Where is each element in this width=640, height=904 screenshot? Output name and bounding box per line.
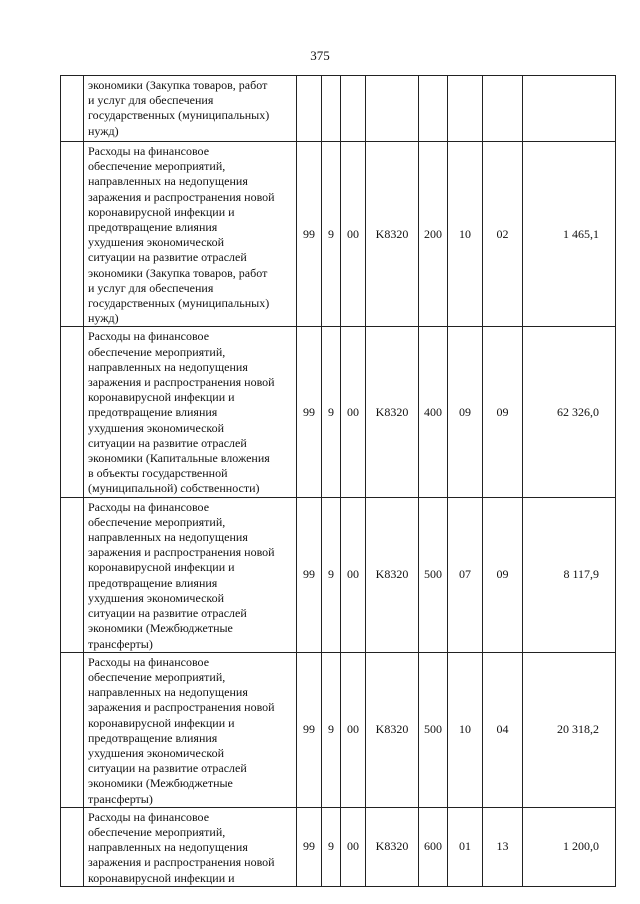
- code-part-3-cell: [341, 76, 366, 142]
- code-part-3-cell: 00: [341, 497, 366, 652]
- code-part-1-cell: 99: [297, 652, 322, 807]
- code-part-1-cell: 99: [297, 327, 322, 497]
- code-part-4-cell: K8320: [366, 497, 419, 652]
- table-row: [61, 807, 616, 886]
- expense-type-cell: 200: [419, 142, 448, 327]
- code-part-3-cell: 00: [341, 807, 366, 886]
- expense-type-cell: 500: [419, 497, 448, 652]
- page-number: 375: [310, 48, 330, 63]
- expense-type-cell: 500: [419, 652, 448, 807]
- amount-cell: 8 117,9: [523, 497, 616, 652]
- section-cell: 09: [448, 327, 483, 497]
- subsection-cell: 09: [483, 327, 523, 497]
- table-row: [61, 142, 616, 327]
- description-cell: экономики (Закупка товаров, работ и услуг для обеспечения государственных (муниципальных) нужд): [84, 76, 297, 142]
- budget-table: [60, 75, 616, 887]
- code-part-2-cell: 9: [322, 652, 341, 807]
- code-part-4-cell: K8320: [366, 652, 419, 807]
- code-part-2-cell: 9: [322, 497, 341, 652]
- code-part-3-cell: 00: [341, 327, 366, 497]
- description-cell: Расходы на финансовое обеспечение мероприятий, направленных на недопущения заражения и распространения новой коронавирусной инфекции и предотвращение влияния ухудшения экономической ситуации на развитие отраслей экономики (Капитальные вложения в объекты государственной (муниципальной) собственности): [84, 327, 297, 497]
- code-part-4-cell: K8320: [366, 807, 419, 886]
- table-row: [61, 327, 616, 497]
- code-part-2-cell: 9: [322, 807, 341, 886]
- amount-cell: 62 326,0: [523, 327, 616, 497]
- section-cell: [448, 76, 483, 142]
- subsection-cell: [483, 76, 523, 142]
- code-part-4-cell: [366, 76, 419, 142]
- blank-cell: [61, 327, 84, 497]
- blank-cell: [61, 142, 84, 327]
- table-row: [61, 497, 616, 652]
- blank-cell: [61, 497, 84, 652]
- amount-cell: 1 200,0: [523, 807, 616, 886]
- code-part-2-cell: [322, 76, 341, 142]
- amount-cell: [523, 76, 616, 142]
- table-row: [61, 652, 616, 807]
- amount-cell: 20 318,2: [523, 652, 616, 807]
- code-part-4-cell: K8320: [366, 142, 419, 327]
- section-cell: 10: [448, 142, 483, 327]
- table-row: [61, 76, 616, 142]
- code-part-2-cell: 9: [322, 142, 341, 327]
- code-part-3-cell: 00: [341, 652, 366, 807]
- blank-cell: [61, 652, 84, 807]
- section-cell: 07: [448, 497, 483, 652]
- expense-type-cell: 600: [419, 807, 448, 886]
- code-part-2-cell: 9: [322, 327, 341, 497]
- subsection-cell: 02: [483, 142, 523, 327]
- subsection-cell: 13: [483, 807, 523, 886]
- blank-cell: [61, 807, 84, 886]
- blank-cell: [61, 76, 84, 142]
- code-part-3-cell: 00: [341, 142, 366, 327]
- code-part-1-cell: 99: [297, 807, 322, 886]
- code-part-1-cell: [297, 76, 322, 142]
- code-part-1-cell: 99: [297, 142, 322, 327]
- subsection-cell: 09: [483, 497, 523, 652]
- code-part-4-cell: K8320: [366, 327, 419, 497]
- expense-type-cell: 400: [419, 327, 448, 497]
- description-cell: Расходы на финансовое обеспечение мероприятий, направленных на недопущения заражения и распространения новой коронавирусной инфекции и: [84, 807, 297, 886]
- description-cell: Расходы на финансовое обеспечение мероприятий, направленных на недопущения заражения и распространения новой коронавирусной инфекции и предотвращение влияния ухудшения экономической ситуации на развитие отраслей экономики (Межбюджетные трансферты): [84, 652, 297, 807]
- section-cell: 01: [448, 807, 483, 886]
- description-cell: Расходы на финансовое обеспечение мероприятий, направленных на недопущения заражения и распространения новой коронавирусной инфекции и предотвращение влияния ухудшения экономической ситуации на развитие отраслей экономики (Межбюджетные трансферты): [84, 497, 297, 652]
- amount-cell: 1 465,1: [523, 142, 616, 327]
- subsection-cell: 04: [483, 652, 523, 807]
- code-part-1-cell: 99: [297, 497, 322, 652]
- description-cell: Расходы на финансовое обеспечение мероприятий, направленных на недопущения заражения и распространения новой коронавирусной инфекции и предотвращение влияния ухудшения экономической ситуации на развитие отраслей экономики (Закупка товаров, работ и услуг для обеспечения государственных (муниципальных) нужд): [84, 142, 297, 327]
- section-cell: 10: [448, 652, 483, 807]
- expense-type-cell: [419, 76, 448, 142]
